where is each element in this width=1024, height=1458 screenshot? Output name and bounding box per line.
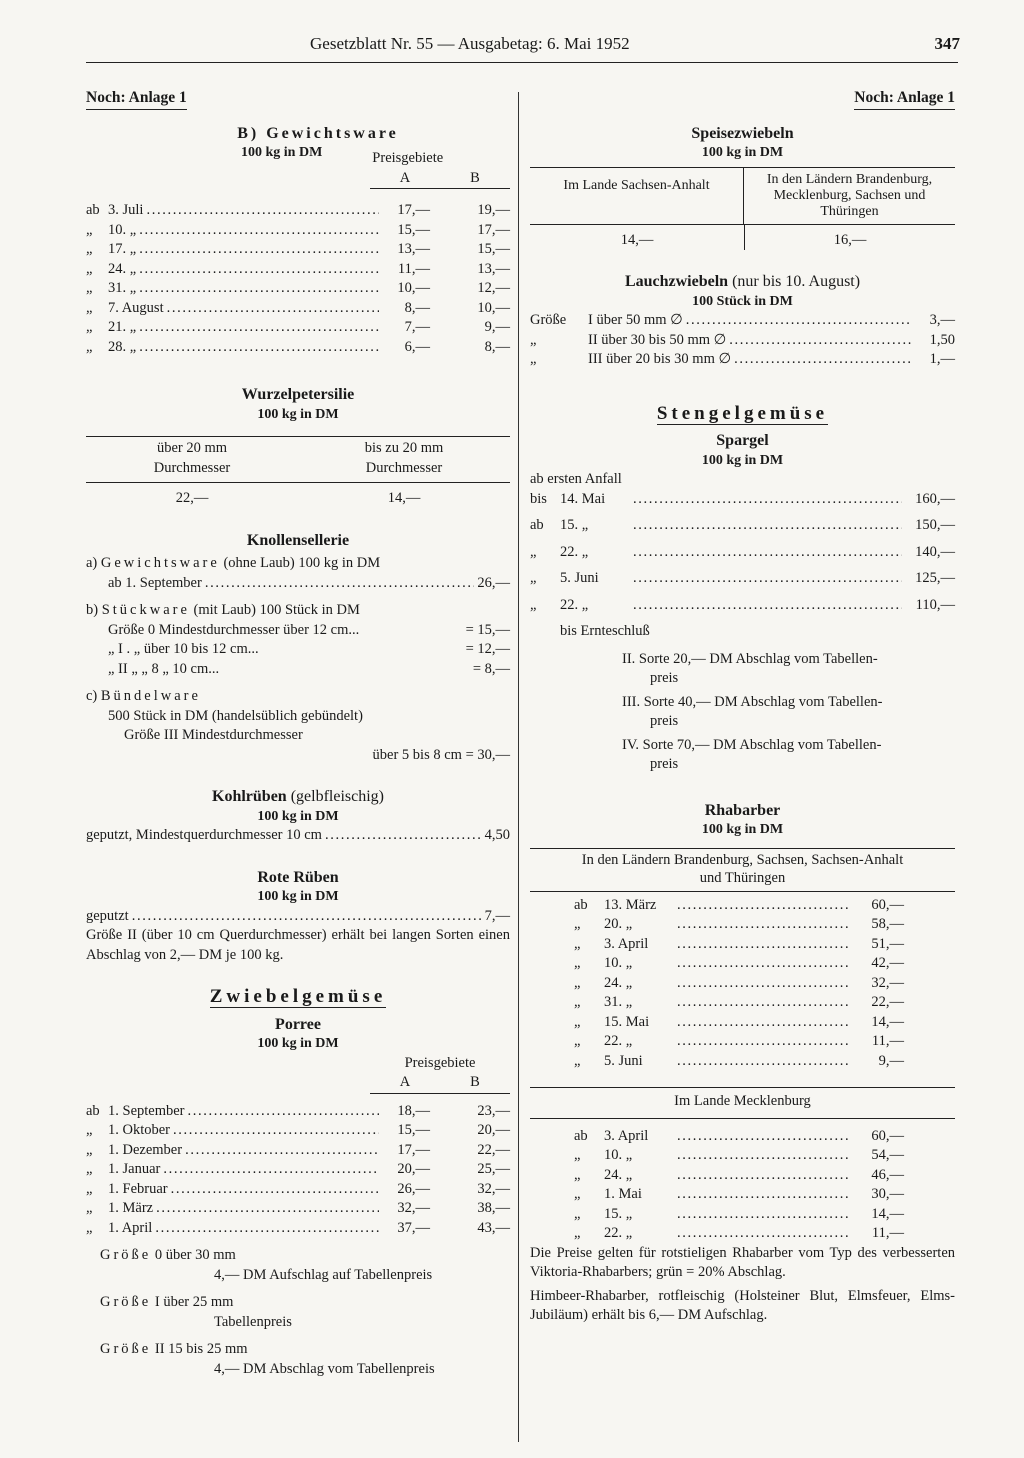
table-row: ab 1. September . . . 18,— 23,— [86, 1102, 510, 1122]
table-row: „ 20. „ . . . 58,— [574, 915, 904, 935]
rote-note: Größe II (über 10 cm Querdurchmesser) erhält bei langen Sorten einen Abschlag von 2,— DM je 100 kg. [86, 927, 510, 963]
groesse-2-note: 4,— DM Abschlag vom Tabellenpreis [214, 1360, 435, 1377]
table-row: „ 24. „ . . . 32,— [574, 974, 904, 994]
porree-col-a: A [399, 1074, 411, 1090]
table-row: ab 3. Juli . . . 17,— 19,— [86, 201, 510, 221]
gewichtsware-unit: 100 kg in DM [241, 145, 323, 160]
rote-row: geputzt . . . 7,— [86, 907, 510, 927]
table-row: „ 3. April . . . 51,— [574, 935, 904, 955]
kohl-row: geputzt, Mindestquerdurchmesser 10 cm . . . 4,50 [86, 826, 510, 846]
speise-header-row: Im Lande Sachsen-Anhalt In den Ländern Brandenburg, Mecklenburg, Sachsen und Thüringen [530, 168, 955, 224]
wurzel-unit: 100 kg in DM [257, 406, 339, 422]
sort-line-cont: preis [650, 756, 679, 772]
wurzel-title: Wurzelpetersilie [241, 386, 355, 403]
knollen-c-line3: über 5 bis 8 cm = 30,— [372, 746, 510, 763]
gewichtsware-title: B) Gewichtsware [237, 124, 399, 142]
table-row: „ 21. „ . . . 7,— 9,— [86, 318, 510, 338]
table-row: „ 5. Juni . . . 125,— [530, 569, 955, 589]
table-row: „ 31. „ . . . 10,— 12,— [86, 279, 510, 299]
rhab-title: Rhabarber [704, 801, 781, 819]
knollen-c: c) Bündelware [86, 688, 201, 704]
groesse-2: Größe II 15 bis 25 mm [100, 1341, 248, 1357]
knollen-c-line1: 500 Stück in DM (handelsüblich gebündelt) [108, 707, 363, 724]
anlage-label-right: Noch: Anlage 1 [854, 88, 955, 110]
gewichtsware-table [86, 201, 510, 357]
speise-title: Speisezwiebeln [691, 124, 794, 142]
table-row: „ 10. „ . . . 54,— [574, 1146, 904, 1166]
col-b-header: B [470, 169, 480, 186]
table-row: „ II über 30 bis 50 mm ∅ . . . 1,50 [530, 331, 955, 351]
rote-unit: 100 kg in DM [257, 889, 339, 904]
groesse-0: Größe 0 über 30 mm [100, 1247, 236, 1263]
speise-value-row: 14,— 16,— [530, 225, 955, 251]
list-item: „ II „ „ 8 „ 10 cm... = 8,— [108, 660, 510, 677]
column-divider [518, 92, 519, 1442]
table-row: „ 17. „ . . . 13,— 15,— [86, 240, 510, 260]
table-row: „ 22. „ . . . 11,— [574, 1032, 904, 1052]
spargel-unit: 100 kg in DM [701, 452, 784, 468]
wurzel-value-row: 22,— 14,— [175, 490, 421, 506]
rhab-note-2: Himbeer-Rhabarber, rotfleischig (Holsteiner Blut, Elmsfeuer, Elms-Jubiläum) erhält bis 6,— DM Aufschlag. [530, 1287, 955, 1323]
spargel-table [530, 490, 955, 616]
table-row: „ 22. „ . . . 140,— [530, 543, 955, 563]
table-row: „ 15. „ . . . 14,— [574, 1205, 904, 1225]
kohl-unit: 100 kg in DM [257, 808, 339, 824]
table-row: „ 7. August . . . 8,— 10,— [86, 299, 510, 319]
col-a-header: A [399, 169, 411, 186]
spargel-end: bis Ernteschluß [560, 623, 650, 639]
table-row: „ 24. „ . . . 46,— [574, 1166, 904, 1186]
groesse-1: Größe I über 25 mm [100, 1294, 234, 1310]
lauch-table [530, 311, 955, 370]
table-row: „ 1. Oktober . . . 15,— 20,— [86, 1121, 510, 1141]
porree-col-b: B [470, 1074, 480, 1090]
list-item: Größe 0 Mindestdurchmesser über 12 cm... = 15,— [108, 621, 510, 638]
table-row: Größe I über 50 mm ∅ . . . 3,— [530, 311, 955, 331]
rhab-region-2: Im Lande Mecklenburg [674, 1093, 811, 1109]
table-row: ab 3. April . . . 60,— [574, 1127, 904, 1147]
groesse-1-note: Tabellenpreis [214, 1313, 292, 1330]
sort-line: III. Sorte 40,— DM Abschlag vom Tabellen- [622, 693, 883, 710]
porree-unit: 100 kg in DM [257, 1036, 339, 1051]
table-row: „ 1. Mai . . . 30,— [574, 1185, 904, 1205]
table-row: „ 10. „ . . . 42,— [574, 954, 904, 974]
stengel-title: Stengelgemüse [656, 402, 829, 424]
anlage-label: Noch: Anlage 1 [86, 88, 187, 110]
table-row: ab 13. März . . . 60,— [574, 896, 904, 916]
gazette-title: Gesetzblatt Nr. 55 — Ausgabetag: 6. Mai 1952 [310, 34, 630, 53]
knollen-title: Knollensellerie [246, 531, 350, 549]
knollen-c-line2: Größe III Mindestdurchmesser [124, 727, 303, 743]
table-row: „ 1. Februar . . . 26,— 32,— [86, 1180, 510, 1200]
table-row: „ 31. „ . . . 22,— [574, 993, 904, 1013]
table-row: „ 1. Januar . . . 20,— 25,— [86, 1160, 510, 1180]
rote-title: Rote Rüben [257, 868, 339, 886]
table-row: „ 15. Mai . . . 14,— [574, 1013, 904, 1033]
sort-line: IV. Sorte 70,— DM Abschlag vom Tabellen- [622, 736, 882, 753]
rhab-table-1 [530, 896, 904, 1072]
wurzel-header-row: über 20 mm Durchmesser bis zu 20 mm Durchmesser [153, 440, 444, 476]
knollen-b-rows [86, 621, 510, 680]
porree-preisgebiete: Preisgebiete [404, 1054, 476, 1071]
sort-line-cont: preis [650, 670, 679, 686]
table-row: „ 24. „ . . . 11,— 13,— [86, 260, 510, 280]
table-row: ab 15. „ . . . 150,— [530, 516, 955, 536]
table-row: „ 1. März . . . 32,— 38,— [86, 1199, 510, 1219]
table-row: „ 1. April . . . 37,— 43,— [86, 1219, 510, 1239]
porree-title: Porree [275, 1015, 321, 1033]
table-row: „ 10. „ . . . 15,— 17,— [86, 221, 510, 241]
spargel-first: ab ersten Anfall [530, 471, 622, 487]
porree-table [86, 1102, 510, 1239]
preisgebiete-header: Preisgebiete [372, 150, 444, 166]
groesse-0-note: 4,— DM Aufschlag auf Tabellenpreis [214, 1266, 433, 1283]
sort-line: II. Sorte 20,— DM Abschlag vom Tabellen- [622, 650, 878, 667]
kohl-title: Kohlrüben (gelbfleischig) [212, 788, 384, 805]
rhab-note-1: Die Preise gelten für rotstieligen Rhabarber vom Typ des verbesserten Viktoria-Rhabarbers; grün = 20% Abschlag. [530, 1244, 955, 1280]
knollen-a-row: ab 1. September . . . 26,— [86, 574, 510, 594]
table-row: „ 5. Juni . . . 9,— [574, 1052, 904, 1072]
table-row: „ 28. „ . . . 6,— 8,— [86, 338, 510, 358]
lauch-title: Lauchzwiebeln (nur bis 10. August) [624, 273, 861, 290]
rhab-region-1: In den Ländern Brandenburg, Sachsen, Sachsen-Anhalt und Thüringen [581, 851, 904, 886]
list-item: „ I . „ über 10 bis 12 cm... = 12,— [108, 641, 510, 657]
zwiebel-title: Zwiebelgemüse [209, 986, 387, 1007]
header-rule [86, 62, 958, 63]
sort-line-cont: preis [650, 713, 679, 729]
knollen-b: b) Stückware (mit Laub) 100 Stück in DM [86, 602, 360, 618]
speise-unit: 100 kg in DM [701, 145, 784, 160]
spargel-title: Spargel [716, 432, 769, 449]
left-column [86, 88, 510, 1379]
right-column [530, 88, 955, 1326]
table-row: „ 22. „ . . . 110,— [530, 596, 955, 616]
lauch-unit: 100 Stück in DM [692, 293, 793, 309]
page-number: 347 [934, 34, 960, 53]
rhab-unit: 100 kg in DM [701, 822, 784, 837]
table-row: „ 1. Dezember . . . 17,— 22,— [86, 1141, 510, 1161]
knollen-a: a) Gewichtsware (ohne Laub) 100 kg in DM [86, 555, 381, 571]
table-row: bis 14. Mai . . . 160,— [530, 490, 955, 510]
table-row: „ III über 20 bis 30 mm ∅ . . . 1,— [530, 350, 955, 370]
spargel-sorts [530, 650, 955, 779]
rhab-table-2 [530, 1127, 904, 1244]
table-row: „ 22. „ . . . 11,— [574, 1224, 904, 1244]
